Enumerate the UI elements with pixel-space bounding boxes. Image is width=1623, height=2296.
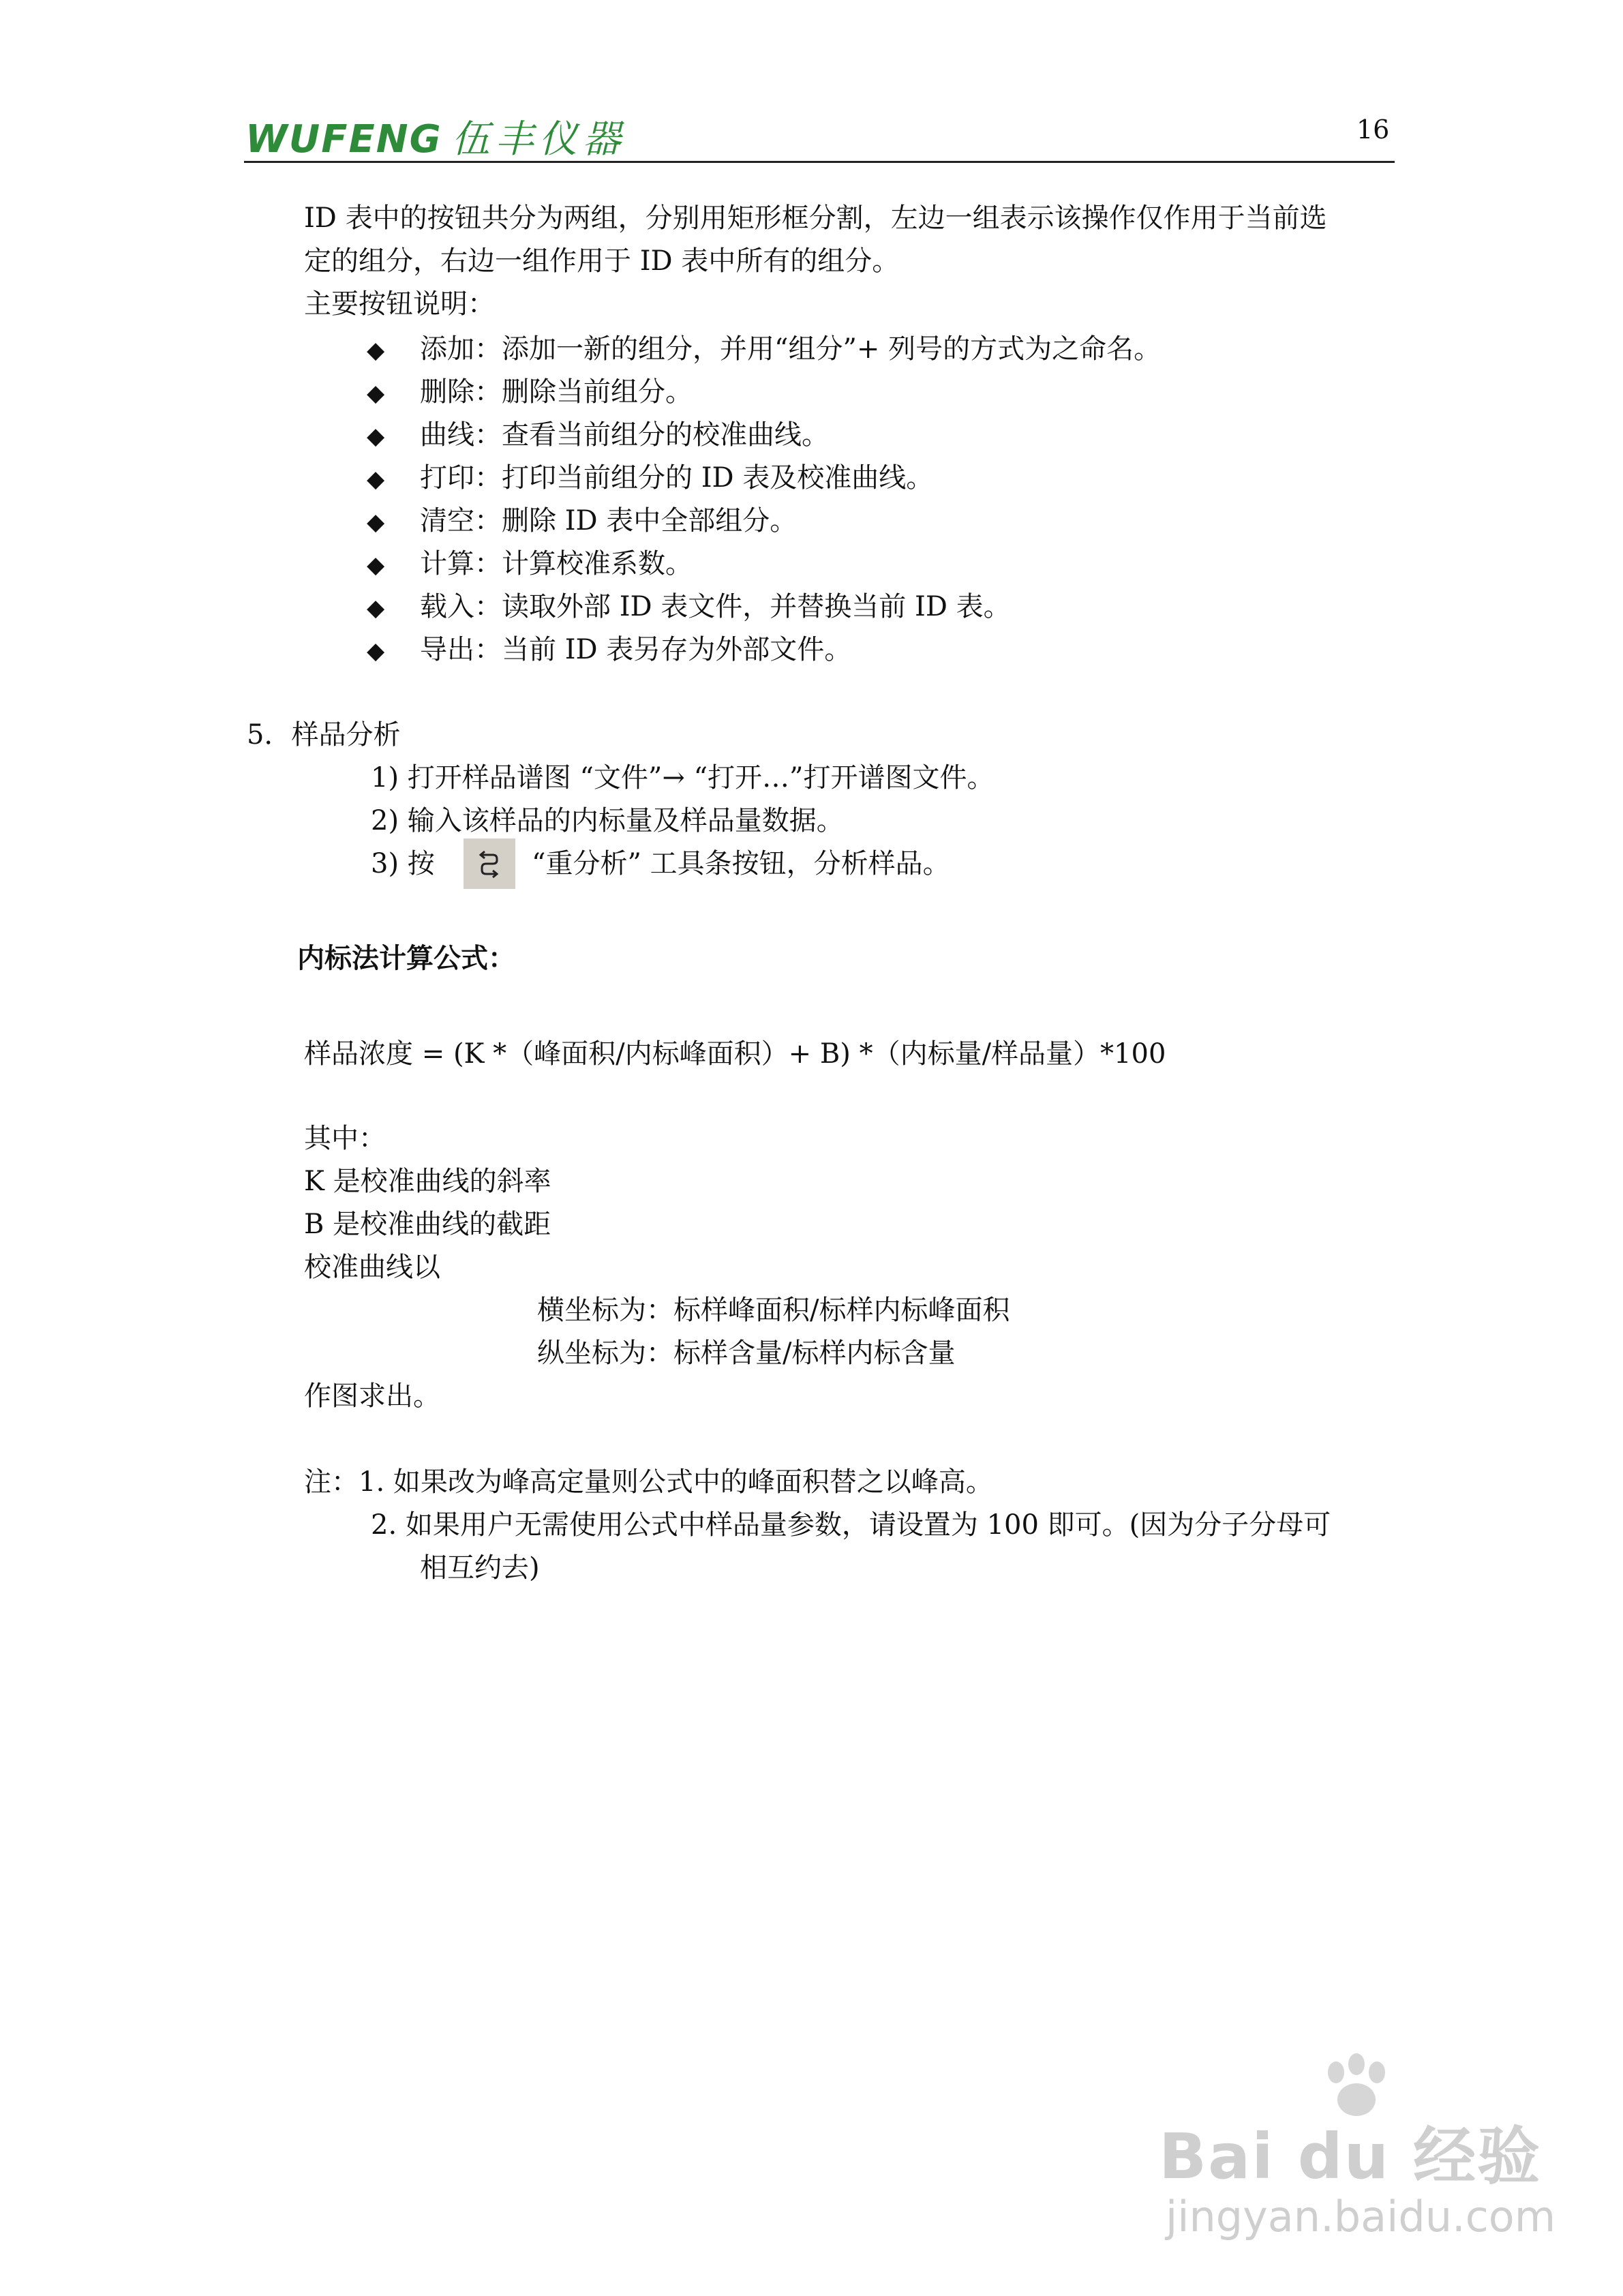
- list-item: 计算：计算校准系数。: [420, 548, 693, 579]
- list-item: 添加：添加一新的组分，并用“组分”+ 列号的方式为之命名。: [420, 333, 1162, 365]
- step-2: 2) 输入该样品的内标量及样品量数据。: [371, 805, 844, 836]
- list-item: 导出：当前 ID 表另存为外部文件。: [420, 634, 852, 665]
- reanalyze-button[interactable]: [464, 839, 515, 889]
- intro-line-2: 定的组分，右边一组作用于 ID 表中所有的组分。: [304, 245, 900, 277]
- b-definition: B 是校准曲线的截距: [304, 1209, 551, 1240]
- step-1: 1) 打开样品谱图 “文件”→ “打开…”打开谱图文件。: [371, 762, 995, 794]
- list-item: 打印：打印当前组分的 ID 表及校准曲线。: [420, 462, 934, 494]
- list-item: 清空：删除 ID 表中全部组分。: [420, 505, 798, 537]
- step-3-suffix: “重分析” 工具条按钮，分析样品。: [532, 848, 950, 879]
- diamond-bullet-icon: ◆: [367, 466, 385, 493]
- k-definition: K 是校准曲线的斜率: [304, 1166, 551, 1197]
- list-item: 载入：读取外部 ID 表文件，并替换当前 ID 表。: [420, 591, 1011, 622]
- diamond-bullet-icon: ◆: [367, 380, 385, 407]
- note-2-line-2: 相互约去): [420, 1552, 540, 1584]
- diamond-bullet-icon: ◆: [367, 337, 385, 364]
- header-rule: [244, 161, 1395, 163]
- intro-line-1: ID 表中的按钮共分为两组，分别用矩形框分割，左边一组表示该操作仅作用于当前选: [304, 202, 1327, 234]
- wufeng-logo: [245, 109, 626, 164]
- reanalyze-icon: [472, 847, 506, 881]
- watermark-brand: Bai du 经验: [1159, 2120, 1542, 2193]
- watermark-url: jingyan.baidu.com: [1166, 2192, 1556, 2241]
- list-item: 曲线：查看当前组分的校准曲线。: [420, 419, 829, 451]
- where-label: 其中：: [304, 1123, 386, 1154]
- formula-expression: 样品浓度 = (K *（峰面积/内标峰面积）+ B) *（内标量/样品量）*100: [304, 1038, 1166, 1070]
- conclusion: 作图求出。: [304, 1380, 440, 1412]
- y-axis-definition: 纵坐标为：标样含量/标样内标含量: [537, 1338, 956, 1369]
- diamond-bullet-icon: ◆: [367, 552, 385, 579]
- intro-line-3: 主要按钮说明：: [304, 288, 495, 320]
- logo-cn: 伍丰仪器: [451, 117, 626, 162]
- logo-text: WUFENG: [245, 117, 442, 162]
- x-axis-definition: 横坐标为：标样峰面积/标样内标峰面积: [537, 1295, 1010, 1326]
- diamond-bullet-icon: ◆: [367, 423, 385, 450]
- diamond-bullet-icon: ◆: [367, 509, 385, 536]
- section-5-title: 5．样品分析: [247, 719, 401, 751]
- diamond-bullet-icon: ◆: [367, 594, 385, 622]
- note-1: 注：1. 如果改为峰高定量则公式中的峰面积替之以峰高。: [304, 1466, 993, 1498]
- step-3-prefix: 3) 按: [371, 848, 435, 879]
- note-2-line-1: 2. 如果用户无需使用公式中样品量参数，请设置为 100 即可。(因为分子分母可: [371, 1509, 1331, 1541]
- diamond-bullet-icon: ◆: [367, 637, 385, 665]
- curve-intro: 校准曲线以: [304, 1252, 440, 1283]
- formula-heading: 内标法计算公式：: [297, 942, 515, 974]
- page-number: 16: [1356, 115, 1390, 145]
- list-item: 删除：删除当前组分。: [420, 376, 693, 408]
